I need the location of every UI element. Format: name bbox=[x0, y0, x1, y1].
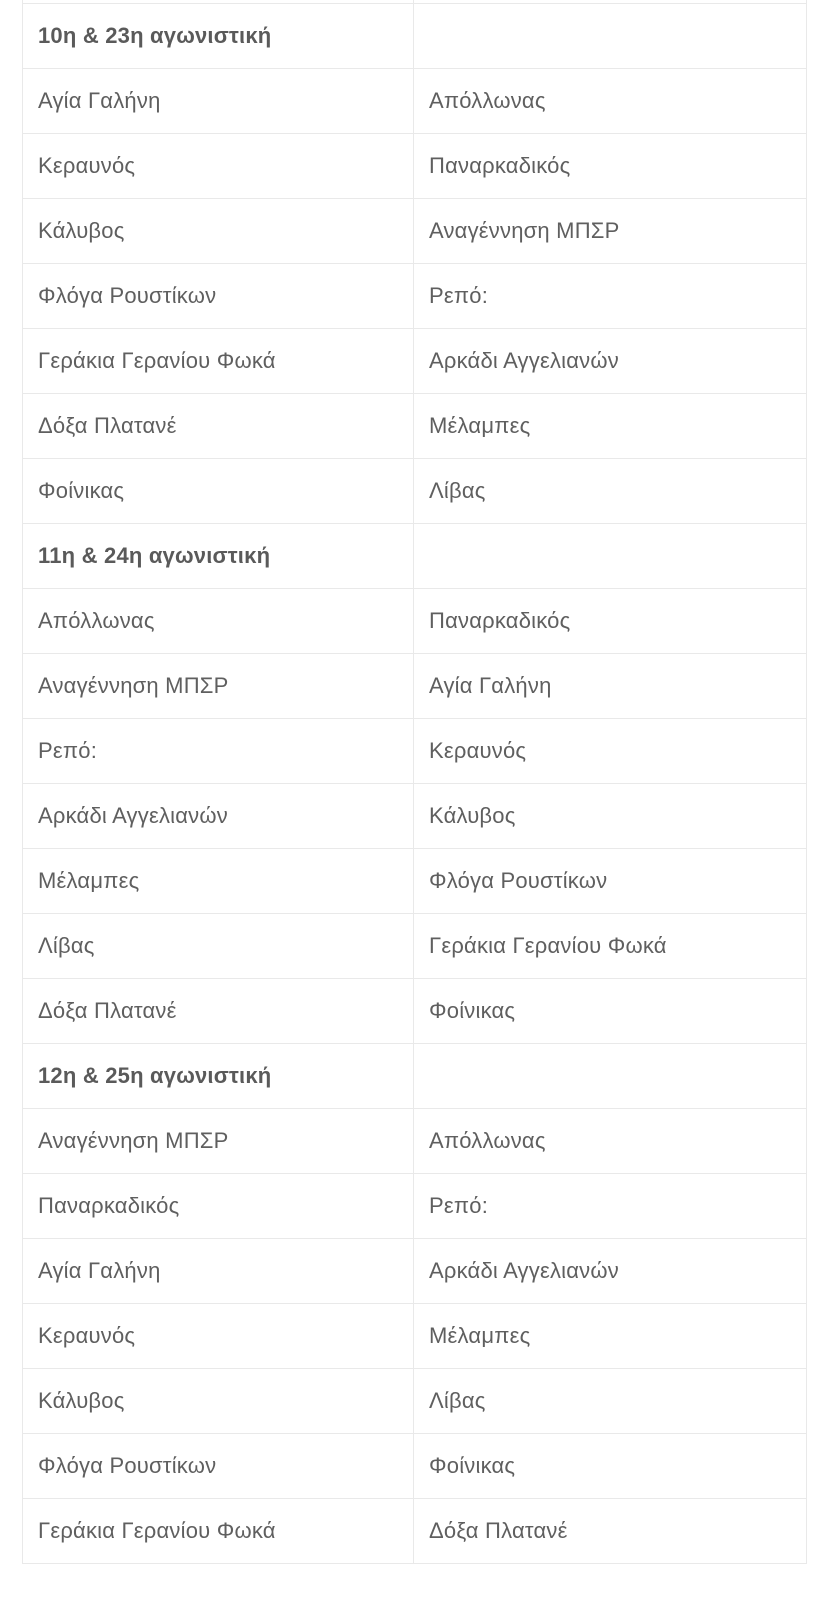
home-team-cell: Αναγέννηση ΜΠΣΡ bbox=[23, 654, 414, 719]
away-team-cell: Αναγέννηση ΜΠΣΡ bbox=[414, 199, 807, 264]
away-team-cell: Φοίνικας bbox=[414, 979, 807, 1044]
fixtures-table bbox=[22, 0, 807, 1564]
home-team-cell: Αρκάδι Αγγελιανών bbox=[23, 784, 414, 849]
away-team-cell: Αρκάδι Αγγελιανών bbox=[414, 1239, 807, 1304]
fixtures-body bbox=[23, 0, 807, 1564]
away-team-cell: Απόλλωνας bbox=[414, 69, 807, 134]
table-row bbox=[23, 849, 807, 914]
away-team-cell: Λίβας bbox=[414, 459, 807, 524]
away-team-cell: Κάλυβος bbox=[414, 784, 807, 849]
away-team-cell: Απόλλωνας bbox=[414, 1109, 807, 1174]
home-team-cell: Λίβας bbox=[23, 914, 414, 979]
table-row bbox=[23, 914, 807, 979]
home-team-cell: Κεραυνός bbox=[23, 1304, 414, 1369]
home-team-cell: Παναρκαδικός bbox=[23, 1174, 414, 1239]
table-row bbox=[23, 134, 807, 199]
home-team-cell: Αγία Γαλήνη bbox=[23, 1239, 414, 1304]
away-team-cell: Ρεπό: bbox=[414, 1174, 807, 1239]
away-team-cell: Μέλαμπες bbox=[414, 394, 807, 459]
home-team-cell: Δόξα Πλατανέ bbox=[23, 979, 414, 1044]
table-cell-empty bbox=[414, 1044, 807, 1109]
away-team-cell: Κεραυνός bbox=[414, 719, 807, 784]
home-team-cell: Απόλλωνας bbox=[23, 589, 414, 654]
table-row bbox=[23, 1434, 807, 1499]
table-row bbox=[23, 589, 807, 654]
away-team-cell: Παναρκαδικός bbox=[414, 134, 807, 199]
table-row bbox=[23, 719, 807, 784]
away-team-cell: Αγία Γαλήνη bbox=[414, 654, 807, 719]
away-team-cell: Γεράκια Γερανίου Φωκά bbox=[414, 914, 807, 979]
away-team-cell: Αρκάδι Αγγελιανών bbox=[414, 329, 807, 394]
home-team-cell: Μέλαμπες bbox=[23, 849, 414, 914]
home-team-cell: Φοίνικας bbox=[23, 459, 414, 524]
round-title: 11η & 24η αγωνιστική bbox=[23, 524, 414, 589]
away-team-cell: Μέλαμπες bbox=[414, 1304, 807, 1369]
table-row bbox=[23, 199, 807, 264]
table-row bbox=[23, 1239, 807, 1304]
round-title: 10η & 23η αγωνιστική bbox=[23, 4, 414, 69]
table-cell-empty bbox=[414, 4, 807, 69]
away-team-cell: Φλόγα Ρουστίκων bbox=[414, 849, 807, 914]
round-header-row bbox=[23, 524, 807, 589]
home-team-cell: Φλόγα Ρουστίκων bbox=[23, 1434, 414, 1499]
away-team-cell: Φοίνικας bbox=[414, 1434, 807, 1499]
home-team-cell: Δόξα Πλατανέ bbox=[23, 394, 414, 459]
home-team-cell: Κεραυνός bbox=[23, 134, 414, 199]
home-team-cell: Γεράκια Γερανίου Φωκά bbox=[23, 1499, 414, 1564]
home-team-cell: Κάλυβος bbox=[23, 199, 414, 264]
home-team-cell: Γεράκια Γερανίου Φωκά bbox=[23, 329, 414, 394]
table-row bbox=[23, 1174, 807, 1239]
home-team-cell: Αναγέννηση ΜΠΣΡ bbox=[23, 1109, 414, 1174]
away-team-cell: Λίβας bbox=[414, 1369, 807, 1434]
away-team-cell: Δόξα Πλατανέ bbox=[414, 1499, 807, 1564]
home-team-cell: Φλόγα Ρουστίκων bbox=[23, 264, 414, 329]
round-title: 12η & 25η αγωνιστική bbox=[23, 1044, 414, 1109]
home-team-cell: Ρεπό: bbox=[23, 719, 414, 784]
table-row bbox=[23, 979, 807, 1044]
round-header-row bbox=[23, 1044, 807, 1109]
table-row bbox=[23, 459, 807, 524]
table-row bbox=[23, 69, 807, 134]
table-row bbox=[23, 1499, 807, 1564]
table-cell-empty bbox=[414, 524, 807, 589]
table-row bbox=[23, 784, 807, 849]
table-row bbox=[23, 394, 807, 459]
table-row bbox=[23, 654, 807, 719]
table-row bbox=[23, 1109, 807, 1174]
home-team-cell: Κάλυβος bbox=[23, 1369, 414, 1434]
round-header-row bbox=[23, 4, 807, 69]
table-row bbox=[23, 264, 807, 329]
table-row bbox=[23, 1369, 807, 1434]
home-team-cell: Αγία Γαλήνη bbox=[23, 69, 414, 134]
table-row bbox=[23, 1304, 807, 1369]
away-team-cell: Παναρκαδικός bbox=[414, 589, 807, 654]
away-team-cell: Ρεπό: bbox=[414, 264, 807, 329]
table-row bbox=[23, 329, 807, 394]
